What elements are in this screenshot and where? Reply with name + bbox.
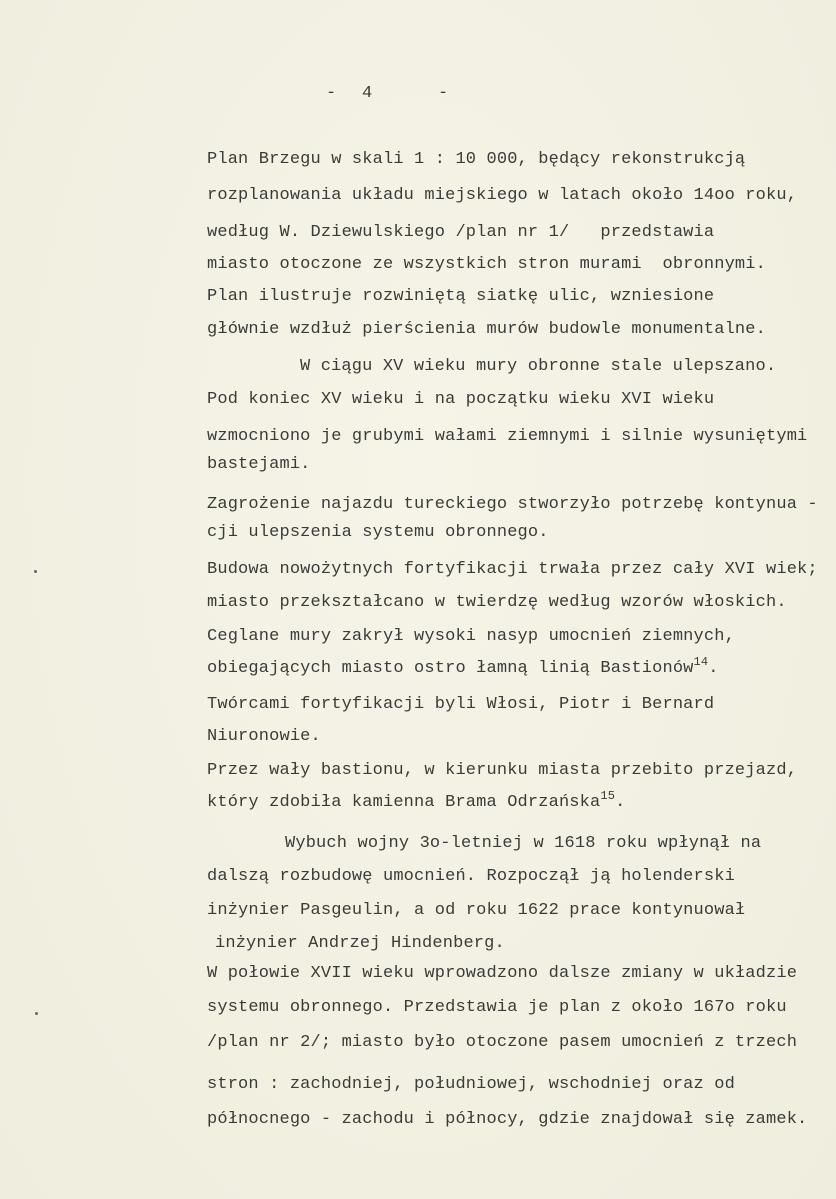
line-text: W ciągu XV wieku mury obronne stale ulepszano. <box>300 357 777 376</box>
line-text: wzmocniono je grubymi wałami ziemnymi i silnie wysuniętymi <box>207 427 808 446</box>
text-line <box>207 727 321 747</box>
line-text: Plan Brzegu w skali 1 : 10 000, będący rekonstrukcją <box>207 150 746 169</box>
text-line <box>207 998 787 1018</box>
text-line <box>207 901 745 921</box>
line-text: inżynier Andrzej Hindenberg. <box>215 934 505 953</box>
page-number-dash-left: - <box>326 84 337 103</box>
line-text: /plan nr 2/; miasto było otoczone pasem umocnień z trzech <box>207 1033 798 1052</box>
line-text: W połowie XVII wieku wprowadzono dalsze zmiany w układzie <box>207 964 798 983</box>
text-line <box>300 357 776 377</box>
line-text: dalszą rozbudowę umocnień. Rozpoczął ją holenderski <box>207 867 735 886</box>
line-text: Plan ilustruje rozwiniętą siatkę ulic, wzniesione <box>207 287 715 306</box>
line-text: obiegających miasto ostro łamną linią Bastionów <box>207 659 694 678</box>
line-text: Budowa nowożytnych fortyfikacji trwała przez cały XVI wiek; <box>207 560 818 579</box>
text-line <box>207 1110 807 1130</box>
text-line <box>207 1033 797 1053</box>
text-line <box>207 427 807 447</box>
text-line <box>207 593 787 613</box>
line-text: stron : zachodniej, południowej, wschodniej oraz od <box>207 1075 735 1094</box>
line-text: Twórcami fortyfikacji byli Włosi, Piotr i Bernard <box>207 695 715 714</box>
line-text: Przez wały bastionu, w kierunku miasta przebito przejazd, <box>207 761 798 780</box>
margin-speck <box>34 570 37 573</box>
text-line <box>207 523 549 543</box>
text-line <box>207 560 818 580</box>
line-text: miasto otoczone ze wszystkich stron murami obronnymi. <box>207 255 766 274</box>
text-line <box>207 455 311 475</box>
line-text: głównie wzdłuż pierścienia murów budowle monumentalne. <box>207 320 766 339</box>
line-text: Wybuch wojny 3o-letniej w 1618 roku wpłynął na <box>285 834 762 853</box>
line-text-after: . <box>708 659 719 678</box>
text-line <box>285 834 761 854</box>
line-text: według W. Dziewulskiego /plan nr 1/ przedstawia <box>207 223 715 242</box>
line-text: cji ulepszenia systemu obronnego. <box>207 523 549 542</box>
text-line <box>207 287 714 307</box>
line-text: Pod koniec XV wieku i na początku wieku XVI wieku <box>207 390 715 409</box>
text-line <box>207 655 719 679</box>
text-line <box>207 495 818 515</box>
text-line <box>207 255 766 275</box>
line-text: Zagrożenie najazdu tureckiego stworzyło potrzebę kontynua - <box>207 495 818 514</box>
margin-speck <box>35 1012 38 1015</box>
page-number: 4 <box>362 84 373 103</box>
footnote-reference: 15 <box>600 789 616 803</box>
text-line <box>207 223 714 243</box>
line-text: rozplanowania układu miejskiego w latach około 14oo roku, <box>207 186 798 205</box>
text-line <box>207 761 797 781</box>
text-line <box>207 320 766 340</box>
line-text: północnego - zachodu i północy, gdzie znajdował się zamek. <box>207 1110 808 1129</box>
text-line <box>207 695 714 715</box>
line-text: Ceglane mury zakrył wysoki nasyp umocnień ziemnych, <box>207 627 735 646</box>
text-line <box>207 964 797 984</box>
text-line <box>207 186 797 206</box>
text-line <box>207 627 735 647</box>
text-line <box>207 1075 735 1095</box>
line-text: systemu obronnego. Przedstawia je plan z około 167o roku <box>207 998 787 1017</box>
text-line <box>207 789 626 813</box>
text-line <box>215 934 505 954</box>
text-line <box>207 867 735 887</box>
text-line <box>207 150 745 170</box>
line-text: który zdobiła kamienna Brama Odrzańska <box>207 793 601 812</box>
line-text: inżynier Pasgeulin, a od roku 1622 prace kontynuował <box>207 901 746 920</box>
line-text-after: . <box>615 793 626 812</box>
line-text: bastejami. <box>207 455 311 474</box>
footnote-reference: 14 <box>693 655 709 669</box>
line-text: miasto przekształcano w twierdzę według wzorów włoskich. <box>207 593 787 612</box>
line-text: Niuronowie. <box>207 727 321 746</box>
text-line <box>207 390 714 410</box>
page-number-dash-right: - <box>438 84 449 103</box>
